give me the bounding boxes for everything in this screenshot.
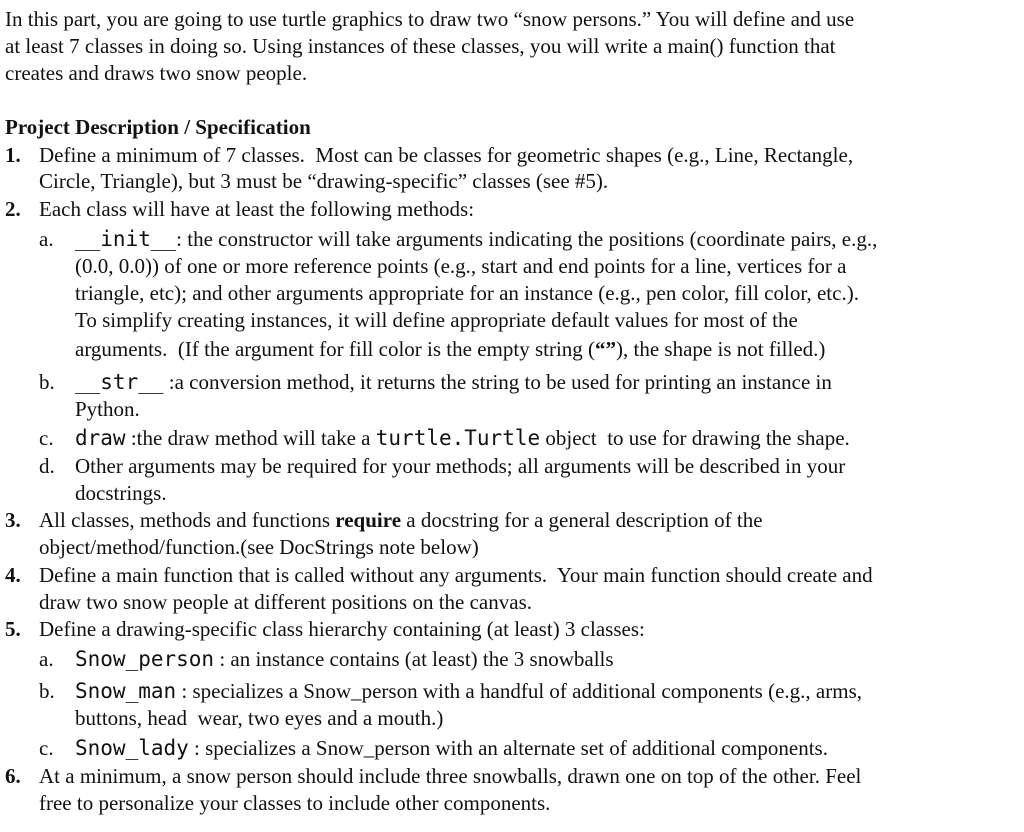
item-2a-letter: a. xyxy=(39,227,54,251)
section-heading: Project Description / Specification xyxy=(5,115,311,139)
item-2a-line-1: __init__: the constructor will take arguments indicating the positions (coordinate pairs, e.g., xyxy=(75,227,878,251)
intro-line-1: In this part, you are going to use turtle graphics to draw two “snow persons.” You will define and use xyxy=(5,7,855,31)
item-2-number: 2. xyxy=(5,197,21,221)
item-5b-letter: b. xyxy=(39,679,55,703)
item-4-line-2: draw two snow people at different positions on the canvas. xyxy=(39,590,532,614)
code-draw: draw xyxy=(75,426,126,450)
item-4-number: 4. xyxy=(5,563,21,587)
intro-line-3: creates and draws two snow people. xyxy=(5,61,308,85)
item-5b-line-2: buttons, head wear, two eyes and a mouth.) xyxy=(75,706,444,730)
item-2d-letter: d. xyxy=(39,454,55,478)
item-6-line-1: At a minimum, a snow person should include three snowballs, drawn one on top of the other. Feel xyxy=(39,764,862,788)
item-6-line-2: free to personalize your classes to include other components. xyxy=(39,791,551,815)
item-2b-line-1: __str__ :a conversion method, it returns the string to be used for printing an instance in xyxy=(75,370,832,394)
item-3-number: 3. xyxy=(5,508,21,532)
item-5a-line-1: Snow_person : an instance contains (at least) the 3 snowballs xyxy=(75,647,614,671)
item-3-line-1: All classes, methods and functions require a docstring for a general description of the xyxy=(39,508,763,532)
item-1-line-2: Circle, Triangle), but 3 must be “drawing-specific” classes (see #5). xyxy=(39,169,609,193)
item-2a-line-4: To simplify creating instances, it will define appropriate default values for most of the xyxy=(75,308,798,332)
item-5b-line-1: Snow_man : specializes a Snow_person with a handful of additional components (e.g., arms, xyxy=(75,679,862,703)
item-3-line-2: object/method/function.(see DocStrings note below) xyxy=(39,535,479,559)
item-5-line-1: Define a drawing-specific class hierarchy containing (at least) 3 classes: xyxy=(39,617,645,641)
item-2a-line-3: triangle, etc); and other arguments appropriate for an instance (e.g., pen color, fill color, etc.). xyxy=(75,281,859,305)
empty-string-quotes: “” xyxy=(595,337,617,361)
item-2d-line-2: docstrings. xyxy=(75,481,167,505)
item-2-line-1: Each class will have at least the following methods: xyxy=(39,197,475,221)
item-1-number: 1. xyxy=(5,143,21,167)
item-4-line-1: Define a main function that is called without any arguments. Your main function should create and xyxy=(39,563,873,587)
item-6-number: 6. xyxy=(5,764,21,788)
item-2d-line-1: Other arguments may be required for your methods; all arguments will be described in your xyxy=(75,454,846,478)
item-2b-line-2: Python. xyxy=(75,397,140,421)
intro-line-2: at least 7 classes in doing so. Using instances of these classes, you will write a main() function that xyxy=(5,34,836,58)
item-5c-line-1: Snow_lady : specializes a Snow_person with an alternate set of additional components. xyxy=(75,736,828,760)
code-snow-person: Snow_person xyxy=(75,647,215,671)
item-2a-line-2: (0.0, 0.0)) of one or more reference points (e.g., start and end points for a line, vertices for a xyxy=(75,254,847,278)
item-5-number: 5. xyxy=(5,617,21,641)
code-init: __init__ xyxy=(75,227,177,251)
item-2a-line-5: arguments. (If the argument for fill color is the empty string (“”), the shape is not filled.) xyxy=(75,337,826,361)
code-snow-man: Snow_man xyxy=(75,679,177,703)
item-1-line-1: Define a minimum of 7 classes. Most can be classes for geometric shapes (e.g., Line, Rectangle, xyxy=(39,143,854,167)
code-snow-lady: Snow_lady xyxy=(75,736,189,760)
item-5c-letter: c. xyxy=(39,736,54,760)
code-turtle: turtle.Turtle xyxy=(375,426,541,450)
item-5a-letter: a. xyxy=(39,647,54,671)
item-2c-letter: c. xyxy=(39,426,54,450)
code-str: __str__ xyxy=(75,370,164,394)
require-emphasis: require xyxy=(335,508,402,532)
item-2c-line-1: draw :the draw method will take a turtle.Turtle object to use for drawing the shape. xyxy=(75,426,850,450)
item-2b-letter: b. xyxy=(39,370,55,394)
